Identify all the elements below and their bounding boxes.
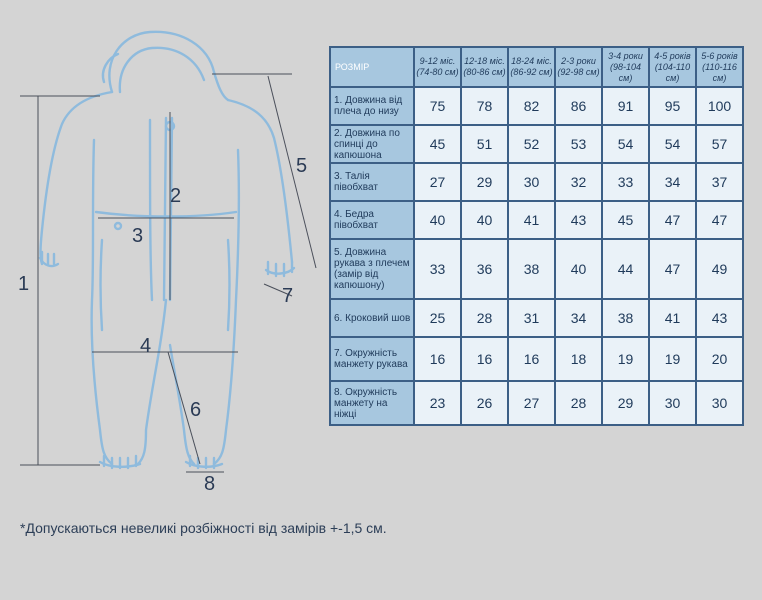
measurement-label: 2. Довжина по спинці до капюшона (330, 125, 414, 163)
measurement-value: 19 (649, 337, 696, 381)
measurement-value: 26 (461, 381, 508, 425)
measurement-value: 86 (555, 87, 602, 125)
measurement-label: 4. Бедра півобхват (330, 201, 414, 239)
size-table (329, 46, 744, 426)
measurement-value: 16 (508, 337, 555, 381)
measurement-value: 34 (649, 163, 696, 201)
measurement-value: 23 (414, 381, 461, 425)
measurement-value: 38 (508, 239, 555, 299)
measurement-label: 8. Окружність манжету на ніжці (330, 381, 414, 425)
table-row (330, 201, 743, 239)
measurement-label: 7. Окружність манжету рукава (330, 337, 414, 381)
measurement-value: 95 (649, 87, 696, 125)
table-row (330, 125, 743, 163)
measurement-value: 30 (696, 381, 743, 425)
table-row (330, 381, 743, 425)
label-3: 3 (132, 225, 144, 247)
measurement-value: 27 (414, 163, 461, 201)
measurement-value: 91 (602, 87, 649, 125)
measurement-value: 29 (461, 163, 508, 201)
table-row (330, 87, 743, 125)
measurement-value: 33 (602, 163, 649, 201)
label-5: 5 (296, 155, 308, 177)
measurement-value: 27 (508, 381, 555, 425)
measurement-value: 33 (414, 239, 461, 299)
label-6: 6 (190, 399, 202, 421)
measurement-value: 30 (649, 381, 696, 425)
measurement-value: 34 (555, 299, 602, 337)
measurement-value: 43 (555, 201, 602, 239)
measurement-value: 25 (414, 299, 461, 337)
measurement-value: 32 (555, 163, 602, 201)
measurement-value: 41 (649, 299, 696, 337)
measurement-value: 18 (555, 337, 602, 381)
measurement-value: 53 (555, 125, 602, 163)
measurement-value: 57 (696, 125, 743, 163)
label-7: 7 (282, 285, 294, 307)
measurement-value: 44 (602, 239, 649, 299)
measurement-value: 54 (602, 125, 649, 163)
measurement-value: 49 (696, 239, 743, 299)
measurement-value: 30 (508, 163, 555, 201)
size-col-header: 4-5 років (104-110 см) (649, 47, 696, 87)
measurement-value: 78 (461, 87, 508, 125)
measurement-value: 47 (649, 201, 696, 239)
size-col-header: 12-18 міс. (80-86 см) (461, 47, 508, 87)
measurement-value: 29 (602, 381, 649, 425)
label-1: 1 (18, 273, 30, 295)
size-col-header: 9-12 міс. (74-80 см) (414, 47, 461, 87)
table-row (330, 163, 743, 201)
measurement-value: 40 (555, 239, 602, 299)
hood-outline (109, 32, 228, 100)
measurement-value: 45 (602, 201, 649, 239)
measurement-value: 54 (649, 125, 696, 163)
size-col-header: 18-24 міс. (86-92 см) (508, 47, 555, 87)
measurement-value: 51 (461, 125, 508, 163)
measurement-value: 38 (602, 299, 649, 337)
jumpsuit-diagram (0, 0, 330, 500)
size-header-row (330, 47, 743, 87)
measurement-value: 41 (508, 201, 555, 239)
size-header-label: РОЗМІР (330, 47, 414, 87)
measurement-value: 45 (414, 125, 461, 163)
size-col-header: 5-6 років (110-116 см) (696, 47, 743, 87)
measurement-value: 47 (649, 239, 696, 299)
measurement-label: 1. Довжина від плеча до низу (330, 87, 414, 125)
measurement-label: 5. Довжина рукава з плечем (замір від капюшону) (330, 239, 414, 299)
measurement-value: 28 (555, 381, 602, 425)
size-col-header: 2-3 роки (92-98 см) (555, 47, 602, 87)
measurement-label: 3. Талія півобхват (330, 163, 414, 201)
measurement-value: 31 (508, 299, 555, 337)
size-col-header: 3-4 роки (98-104 см) (602, 47, 649, 87)
sleeve-cuff-right (266, 268, 294, 274)
measurement-value: 40 (461, 201, 508, 239)
table-row (330, 337, 743, 381)
measurement-value: 82 (508, 87, 555, 125)
measurement-value: 20 (696, 337, 743, 381)
measurement-label: 6. Кроковий шов (330, 299, 414, 337)
measurement-value: 36 (461, 239, 508, 299)
measurement-value: 16 (414, 337, 461, 381)
footnote: *Допускаються невеликі розбіжності від замірів +-1,5 см. (20, 520, 387, 536)
measurement-value: 16 (461, 337, 508, 381)
label-2: 2 (170, 185, 182, 207)
measurement-value: 28 (461, 299, 508, 337)
measurement-value: 75 (414, 87, 461, 125)
zipper (164, 118, 172, 300)
label-8: 8 (204, 473, 216, 495)
table-row (330, 299, 743, 337)
measurement-value: 40 (414, 201, 461, 239)
measurement-value: 52 (508, 125, 555, 163)
label-4: 4 (140, 335, 152, 357)
measurement-value: 43 (696, 299, 743, 337)
measurement-value: 19 (602, 337, 649, 381)
measurement-value: 47 (696, 201, 743, 239)
measurement-value: 37 (696, 163, 743, 201)
table-row (330, 239, 743, 299)
measurement-value: 100 (696, 87, 743, 125)
